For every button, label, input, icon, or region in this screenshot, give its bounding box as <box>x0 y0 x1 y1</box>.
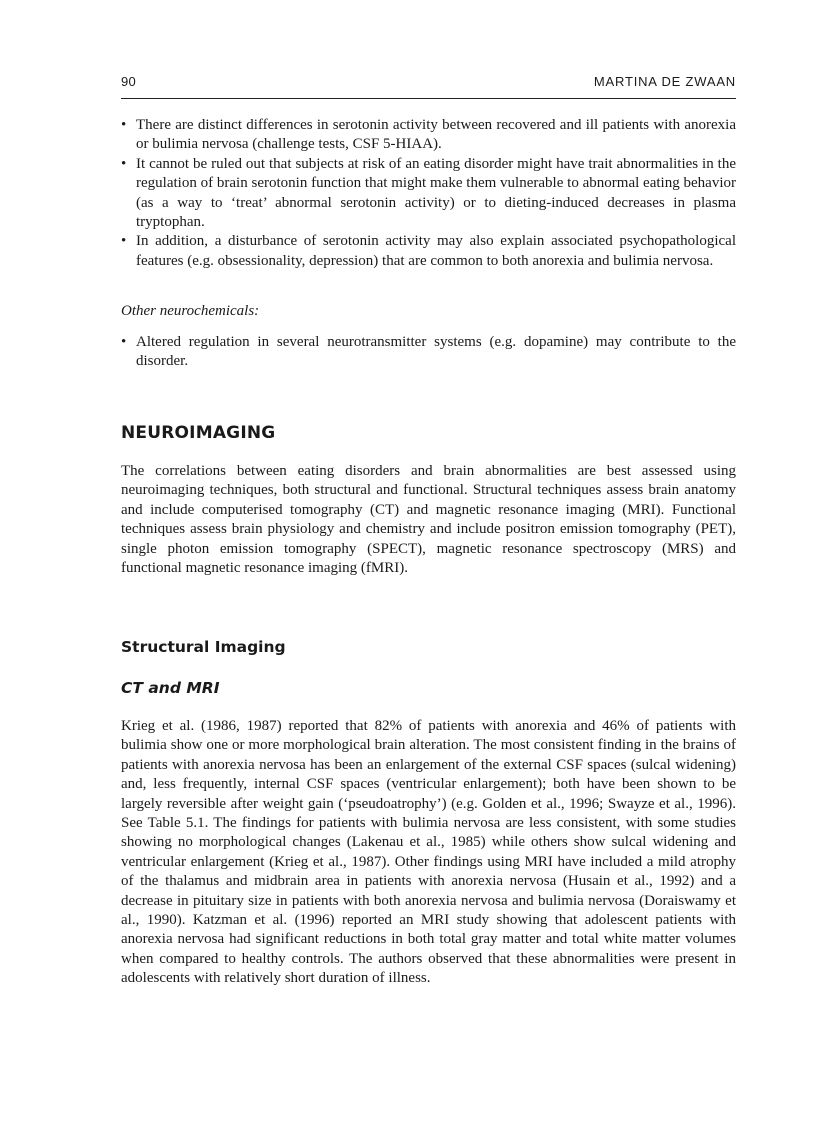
bullet-list-top <box>121 116 736 271</box>
bullet-icon: • <box>121 233 127 250</box>
bullet-list-other <box>121 333 736 372</box>
bullet-icon: • <box>121 334 127 350</box>
bullet-text: Altered regulation in several neurotransmitter systems (e.g. dopamine) may contribute to the disorder. <box>136 334 736 370</box>
list-item <box>121 333 736 372</box>
bullet-icon: • <box>121 155 127 172</box>
list-item <box>121 116 736 155</box>
structural-imaging-paragraph: Krieg et al. (1986, 1987) reported that 82% of patients with anorexia and 46% of patients with bulimia show one or more morphological brain alteration. The most consistent finding in the brains of patients with anorexia nervosa has been an enlargement of the external CSF spaces (sulcal widening) and, less frequently, internal CSF spaces (ventricular enlargement); both have been shown to be largely reversible after weight gain (‘pseudoatrophy’) (e.g. Golden et al., 1996; Swayze et al., 1996). See Table 5.1. The findings for patients with bulimia nervosa are less consistent, with some studies showing no morphological changes (Lakenau et al., 1985) while others show sulcal widening and ventricular enlargement (Krieg et al., 1987). Other findings using MRI have included a mild atrophy of the thalamus and midbrain area in patients with anorexia nervosa (Husain et al., 1992) and a decrease in pituitary size in patients with both anorexia nervosa and bulimia nervosa (Doraiswamy et al., 1990). Katzman et al. (1996) reported an MRI study showing that adolescent patients with anorexia nervosa had significant reductions in both total gray matter and total white matter volumes when compared to healthy controls. The authors observed that these abnormalities were present in adolescents with relatively short duration of illness. <box>121 718 736 987</box>
neuroimaging-paragraph: The correlations between eating disorders and brain abnormalities are best assessed using neuroimaging techniques, both structural and functional. Structural techniques assess brain anatomy and include computerised tomography (CT) and magnetic resonance imaging (MRI). Functional techniques assess brain physiology and chemistry and include positron emission tomography (PET), single photon emission tomography (SPECT), magnetic resonance spectroscopy (MRS) and functional magnetic resonance imaging (fMRI). <box>121 463 736 577</box>
neuroimaging-heading: NEUROIMAGING <box>121 423 276 443</box>
page-header <box>121 74 736 99</box>
list-item <box>121 232 736 271</box>
other-neurochemicals-label: Other neurochemicals: <box>121 303 260 319</box>
page-number: 90 <box>121 74 137 89</box>
list-item <box>121 155 736 233</box>
bullet-icon: • <box>121 117 127 133</box>
structural-imaging-heading: Structural Imaging <box>121 638 286 656</box>
bullet-text: In addition, a disturbance of serotonin activity may also explain associated psychopathological features (e.g. obsessionality, depression) that are common to both anorexia and bulimia nervosa. <box>136 233 736 269</box>
running-head: MARTINA DE ZWAAN <box>593 74 736 89</box>
bullet-text: It cannot be ruled out that subjects at risk of an eating disorder might have trait abnormalities in the regulation of brain serotonin function that might make them vulnerable to abnormal eating behavior (as a way to ‘treat’ abnormal serotonin activity) or to dieting-induced decreases in plasma tryptophan. <box>136 155 736 231</box>
ct-mri-subheading: CT and MRI <box>121 679 220 697</box>
bullet-text: There are distinct differences in serotonin activity between recovered and ill patients with anorexia or bulimia nervosa (challenge tests, CSF 5-HIAA). <box>136 117 736 153</box>
